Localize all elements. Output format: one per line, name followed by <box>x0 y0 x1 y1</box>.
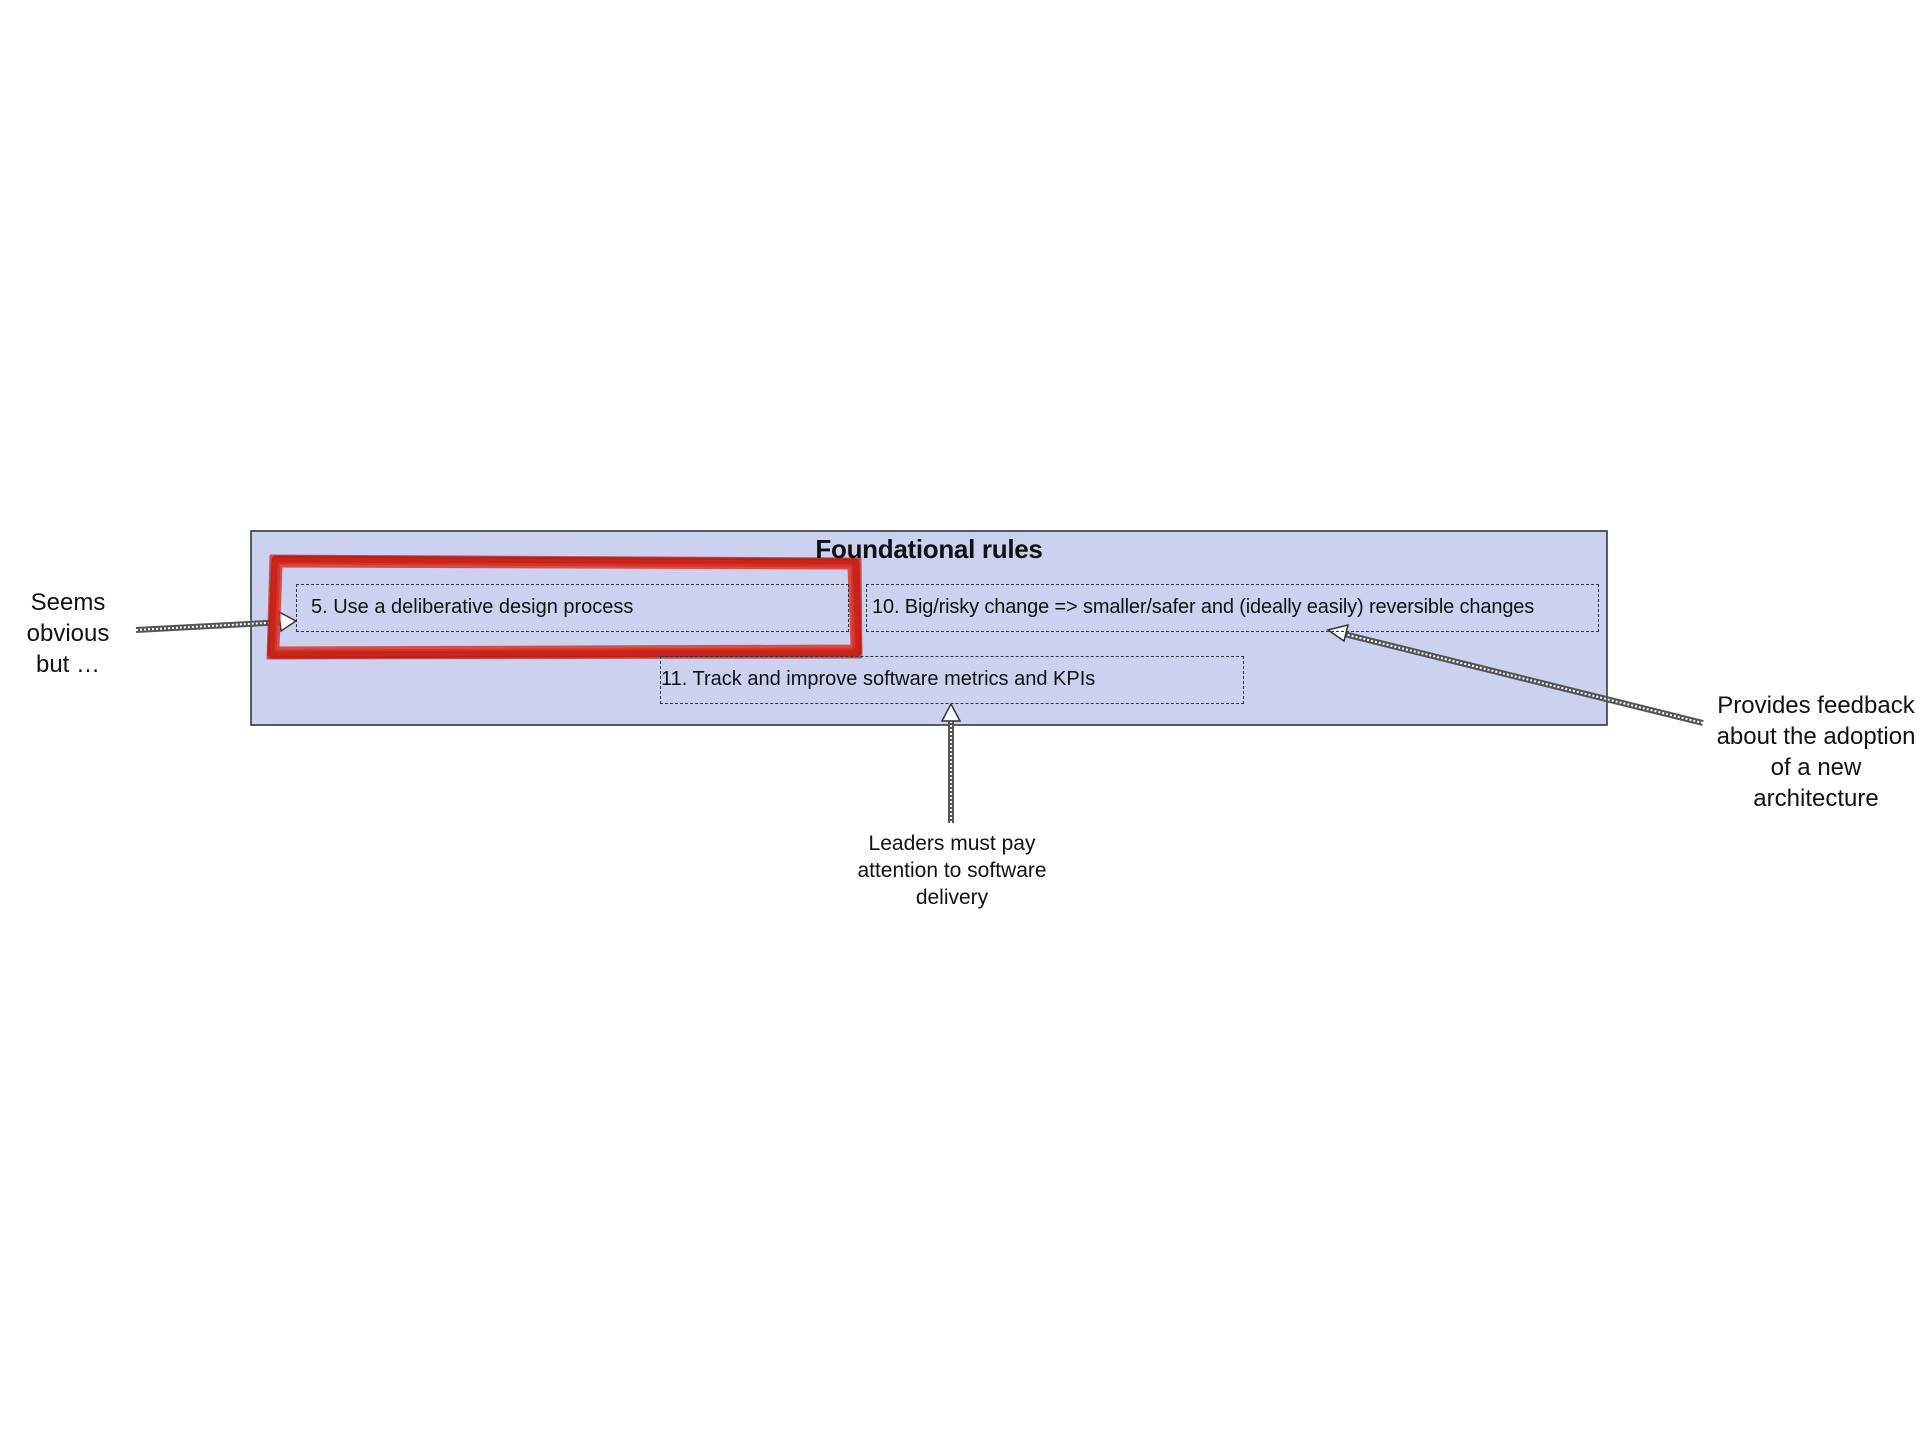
rule-5-box: 5. Use a deliberative design process <box>296 584 849 632</box>
note-provides-feedback: Provides feedback about the adoption of a new architecture <box>1716 692 1916 812</box>
note-seems-obvious: Seems obvious but … <box>26 589 110 678</box>
rule-10-box: 10. Big/risky change => smaller/safer and (ideally easily) reversible changes <box>866 584 1599 632</box>
diagram-title: Foundational rules <box>815 534 1043 564</box>
note-leaders-attention: Leaders must pay attention to software delivery <box>857 832 1047 909</box>
rule-11-box: 11. Track and improve software metrics and KPIs <box>660 656 1244 704</box>
